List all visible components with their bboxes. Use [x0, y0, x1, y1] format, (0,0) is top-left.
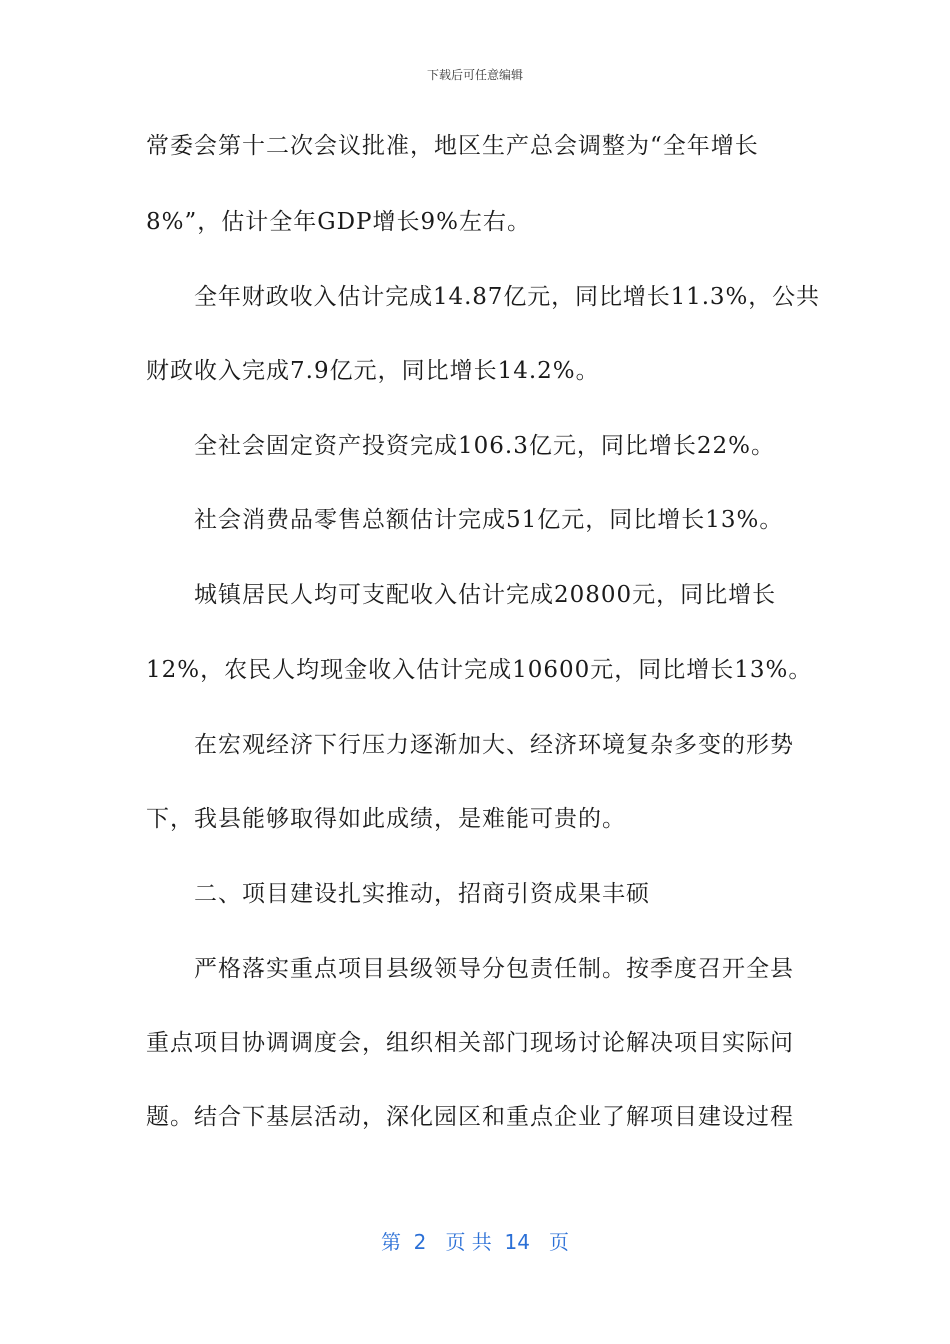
paragraph-line: 全年财政收入估计完成14.87亿元，同比增长11.3%，公共: [194, 284, 820, 310]
paragraph-line: 下，我县能够取得如此成绩，是难能可贵的。: [146, 806, 626, 832]
paragraph-line: 严格落实重点项目县级领导分包责任制。按季度召开全县: [194, 956, 794, 982]
paragraph-line: 在宏观经济下行压力逐渐加大、经济环境复杂多变的形势: [194, 732, 794, 758]
paragraph-line: 重点项目协调调度会，组织相关部门现场讨论解决项目实际问: [146, 1030, 794, 1056]
paragraph-line: 财政收入完成7.9亿元，同比增长14.2%。: [146, 358, 600, 384]
paragraph-line: 8%”，估计全年GDP增长9%左右。: [146, 209, 532, 235]
paragraph-line: 常委会第十二次会议批准，地区生产总会调整为“全年增长: [146, 133, 759, 159]
paragraph-line: 题。结合下基层活动，深化园区和重点企业了解项目建设过程: [146, 1104, 794, 1130]
page-number-footer: 第 2 页 共 14 页: [380, 1230, 570, 1254]
paragraph-line: 全社会固定资产投资完成106.3亿元，同比增长22%。: [194, 433, 775, 459]
paragraph-line: 12%，农民人均现金收入估计完成10600元，同比增长13%。: [146, 657, 813, 683]
section-heading: 二、项目建设扎实推动，招商引资成果丰硕: [194, 881, 650, 907]
paragraph-line: 城镇居民人均可支配收入估计完成20800元，同比增长: [194, 582, 777, 608]
page-header-note: 下载后可任意编辑: [426, 68, 523, 82]
paragraph-line: 社会消费品零售总额估计完成51亿元，同比增长13%。: [194, 507, 784, 533]
